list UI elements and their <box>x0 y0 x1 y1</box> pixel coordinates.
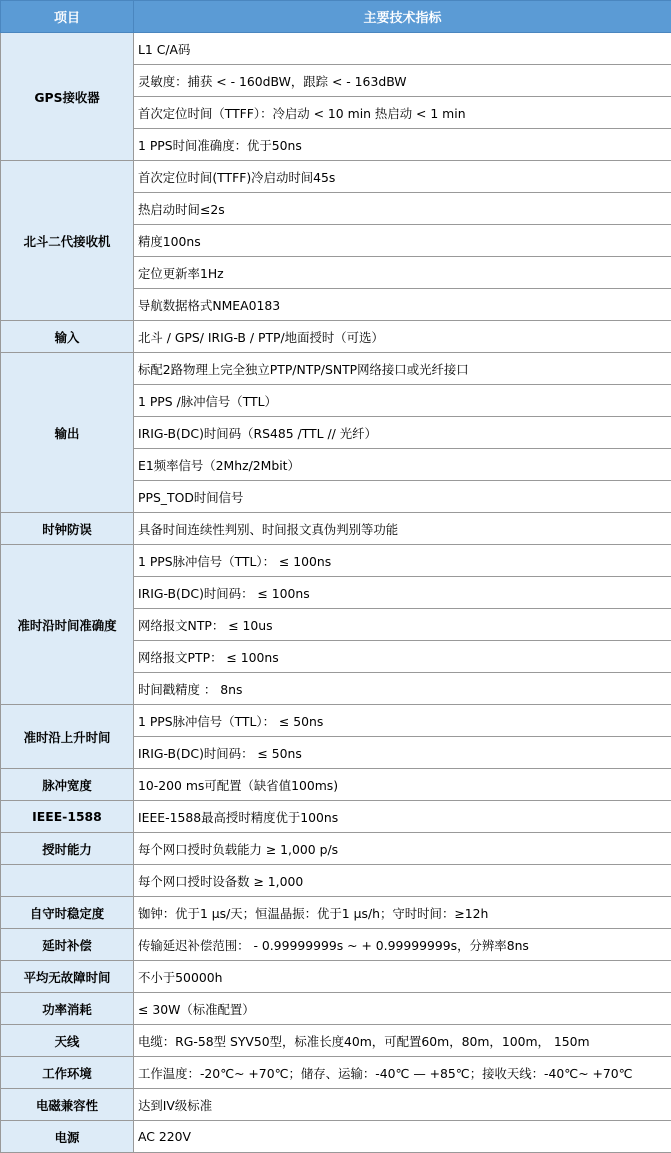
category-cell: 脉冲宽度 <box>1 769 134 801</box>
spec-cell: 首次定位时间(TTFF)冷启动时间45s <box>134 161 671 193</box>
header-item: 项目 <box>1 1 134 33</box>
spec-cell: 每个网口授时负载能力 ≥ 1,000 p/s <box>134 833 671 865</box>
table-row <box>1 353 671 385</box>
spec-cell: 10-200 ms可配置（缺省值100ms) <box>134 769 671 801</box>
table-row <box>1 865 671 897</box>
spec-cell: 精度100ns <box>134 225 671 257</box>
spec-cell: 北斗 / GPS/ IRIG-B / PTP/地面授时（可选） <box>134 321 671 353</box>
spec-cell: 工作温度：-20℃~ +70℃；储存、运输：-40℃ — +85℃；接收天线：-40℃~ +70℃ <box>134 1057 671 1089</box>
category-cell: 输入 <box>1 321 134 353</box>
table-row <box>1 961 671 993</box>
table-row <box>1 1057 671 1089</box>
table-row <box>1 929 671 961</box>
table-row <box>1 769 671 801</box>
spec-cell: 具备时间连续性判别、时间报文真伪判别等功能 <box>134 513 671 545</box>
spec-cell: L1 C/A码 <box>134 33 671 65</box>
spec-cell: 1 PPS脉冲信号（TTL）： ≤ 50ns <box>134 705 671 737</box>
table-row <box>1 1121 671 1153</box>
table-row <box>1 1025 671 1057</box>
spec-cell: AC 220V <box>134 1121 671 1153</box>
table-row <box>1 545 671 577</box>
spec-cell: 定位更新率1Hz <box>134 257 671 289</box>
spec-cell: 电缆：RG-58型 SYV50型，标准长度40m，可配置60m，80m，100m， 150m <box>134 1025 671 1057</box>
spec-cell: 达到IV级标准 <box>134 1089 671 1121</box>
table-row <box>1 993 671 1025</box>
spec-cell: 1 PPS /脉冲信号（TTL） <box>134 385 671 417</box>
table-row <box>1 513 671 545</box>
category-cell: 电磁兼容性 <box>1 1089 134 1121</box>
spec-cell: E1频率信号（2Mhz/2Mbit） <box>134 449 671 481</box>
table-row <box>1 161 671 193</box>
spec-cell: ≤ 30W（标准配置） <box>134 993 671 1025</box>
category-cell: 北斗二代接收机 <box>1 161 134 321</box>
spec-cell: 传输延迟补偿范围： - 0.99999999s ~ + 0.99999999s，分辨率8ns <box>134 929 671 961</box>
spec-cell: 不小于50000h <box>134 961 671 993</box>
table-row <box>1 33 671 65</box>
category-cell: 准时沿上升时间 <box>1 705 134 769</box>
table-row <box>1 801 671 833</box>
category-cell: 功率消耗 <box>1 993 134 1025</box>
spec-cell: IRIG-B(DC)时间码： ≤ 100ns <box>134 577 671 609</box>
category-cell: 自守时稳定度 <box>1 897 134 929</box>
category-cell: 平均无故障时间 <box>1 961 134 993</box>
category-cell: 工作环境 <box>1 1057 134 1089</box>
spec-cell: IEEE-1588最高授时精度优于100ns <box>134 801 671 833</box>
spec-cell: IRIG-B(DC)时间码（RS485 /TTL // 光纤） <box>134 417 671 449</box>
category-cell: 天线 <box>1 1025 134 1057</box>
spec-cell: 1 PPS时间准确度：优于50ns <box>134 129 671 161</box>
category-cell: 输出 <box>1 353 134 513</box>
spec-cell: 网络报文NTP： ≤ 10us <box>134 609 671 641</box>
spec-cell: 每个网口授时设备数 ≥ 1,000 <box>134 865 671 897</box>
spec-cell: 1 PPS脉冲信号（TTL）： ≤ 100ns <box>134 545 671 577</box>
category-cell <box>1 865 134 897</box>
spec-cell: 首次定位时间（TTFF）：冷启动 < 10 min 热启动 < 1 min <box>134 97 671 129</box>
spec-cell: IRIG-B(DC)时间码： ≤ 50ns <box>134 737 671 769</box>
spec-cell: PPS_TOD时间信号 <box>134 481 671 513</box>
category-cell: 延时补偿 <box>1 929 134 961</box>
table-row <box>1 1089 671 1121</box>
category-cell: 时钟防误 <box>1 513 134 545</box>
spec-cell: 灵敏度：捕获 < - 160dBW，跟踪 < - 163dBW <box>134 65 671 97</box>
table-row <box>1 321 671 353</box>
category-cell: 电源 <box>1 1121 134 1153</box>
spec-cell: 导航数据格式NMEA0183 <box>134 289 671 321</box>
spec-cell: 时间戳精度 ： 8ns <box>134 673 671 705</box>
category-cell: IEEE-1588 <box>1 801 134 833</box>
header-spec: 主要技术指标 <box>134 1 671 33</box>
spec-cell: 铷钟：优于1 μs/天；恒温晶振：优于1 μs/h；守时时间：≥12h <box>134 897 671 929</box>
header-row <box>1 1 671 33</box>
category-cell: 准时沿时间准确度 <box>1 545 134 705</box>
spec-cell: 标配2路物理上完全独立PTP/NTP/SNTP网络接口或光纤接口 <box>134 353 671 385</box>
table-row <box>1 833 671 865</box>
category-cell: 授时能力 <box>1 833 134 865</box>
table-row <box>1 705 671 737</box>
spec-cell: 热启动时间≤2s <box>134 193 671 225</box>
spec-cell: 网络报文PTP： ≤ 100ns <box>134 641 671 673</box>
category-cell: GPS接收器 <box>1 33 134 161</box>
table-row <box>1 897 671 929</box>
